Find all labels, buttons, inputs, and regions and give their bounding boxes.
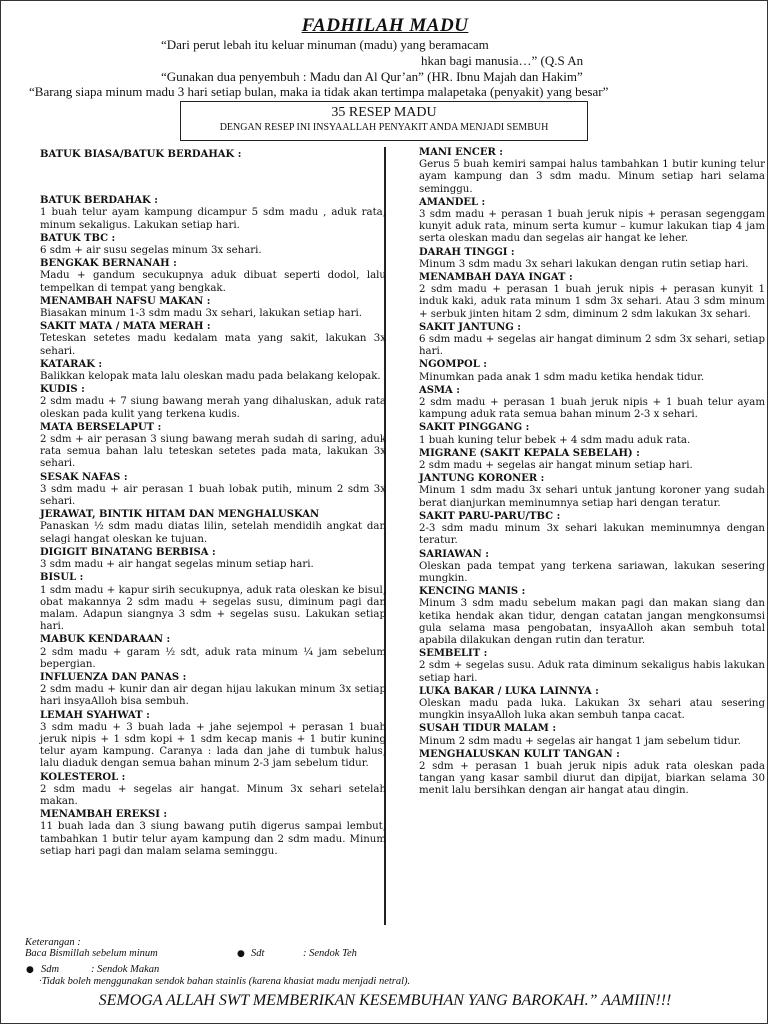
- recipe-entry: [419, 147, 765, 196]
- recipe-body: 2 sdm + segelas susu. Aduk rata diminum sekaligus habis lakukan setiap hari.: [419, 660, 765, 684]
- recipe-heading: BENGKAK BERNANAH :: [40, 258, 177, 270]
- recipe-entry: [419, 648, 765, 685]
- recipe-body: 2 sdm + perasan 1 buah jeruk nipis aduk rata oleskan pada tangan yang kasar sambil diurut dan dipijat, biarkan selama 30 menit lalu bersihkan dengan air hangat atau dingin.: [419, 760, 765, 797]
- recipe-header-box: [180, 101, 588, 141]
- recipe-entry: [40, 321, 386, 358]
- recipe-body: Oleskan madu pada luka. Lakukan 3x sehari atau sesering mungkin insyaAlloh luka akan sembuh tanpa cacat.: [419, 697, 765, 722]
- recipe-entry: [40, 634, 386, 671]
- recipe-body: Biasakan minum 1-3 sdm madu 3x sehari, lakukan setiap hari.: [40, 308, 362, 320]
- recipe-heading: SESAK NAFAS :: [40, 471, 128, 483]
- recipe-heading: LEMAH SYAHWAT :: [40, 709, 150, 721]
- recipe-heading: SUSAH TIDUR MALAM :: [419, 723, 557, 735]
- recipe-header-subtitle: DENGAN RESEP INI INSYAALLAH PENYAKIT ANDA MENJADI SEMBUH: [219, 122, 549, 133]
- recipe-heading: MENGHALUSKAN KULIT TANGAN :: [419, 748, 620, 760]
- recipe-body: 2 sdm madu + garam ½ sdt, aduk rata minum ¼ jam sebelum bepergian.: [40, 646, 386, 670]
- recipe-heading: AMANDEL :: [419, 196, 486, 208]
- recipe-entry: [419, 197, 765, 246]
- recipe-heading: BISUL :: [40, 572, 84, 584]
- recipe-entry: [40, 422, 386, 471]
- right-column: [419, 147, 765, 799]
- recipe-entry: [40, 149, 386, 161]
- recipe-heading: LUKA BAKAR / LUKA LAINNYA :: [419, 685, 599, 697]
- recipe-header-title: 35 RESEP MADU: [331, 105, 437, 120]
- recipe-body: 3 sdm madu + air perasan 1 buah lobak putih, minum 2 sdm 3x sehari.: [40, 483, 386, 508]
- recipe-entry: [40, 672, 386, 709]
- recipe-body: 2 sdm + air perasan 3 siung bawang merah sudah di saring, aduk rata semua bahan lalu teteskan setetes pada mata, lakukan 3x sehari.: [40, 434, 386, 470]
- recipe-entry: [419, 586, 765, 647]
- note-stainless: ·Tidak boleh menggunakan sendok bahan stainlis (karena khasiat madu menjadi netral).: [39, 976, 411, 987]
- recipe-body: 2 sdm madu + segelas air hangat. Minum 3x sehari setelah makan.: [40, 783, 386, 807]
- note-sdm-key: Sdm: [41, 964, 60, 975]
- left-column: [40, 149, 386, 859]
- recipe-entry: [40, 258, 386, 295]
- recipe-entry: [419, 473, 765, 510]
- recipe-heading: MIGRANE (SAKIT KEPALA SEBELAH) :: [419, 447, 640, 459]
- recipe-heading: INFLUENZA DAN PANAS :: [40, 671, 187, 683]
- recipe-entry: [40, 809, 386, 858]
- quote-2: “Gunakan dua penyembuh : Madu dan Al Qur’an” (HR. Ibnu Majah dan Hakim”: [161, 69, 583, 84]
- recipe-entry: [40, 547, 386, 571]
- recipe-body: 3 sdm madu + perasan 1 buah jeruk nipis + perasan segenggam kunyit aduk rata, minum serta kumur – kumur lakukan tiap 4 jam serta oleskan madu dan segelas air hangat ke leher.: [419, 209, 765, 245]
- page-title: FADHILAH MADU: [301, 15, 469, 36]
- recipe-entry: [40, 472, 386, 509]
- note-sdm-value: : Sendok Makan: [91, 964, 160, 975]
- recipe-body: Madu + gandum secukupnya aduk dibuat seperti dodol, lalu tempelkan di tempat yang bengkak.: [40, 270, 386, 294]
- recipe-body: 3 sdm madu + air hangat segelas minum setiap hari.: [40, 559, 314, 571]
- recipe-body: Gerus 5 buah kemiri sampai halus tambahkan 1 butir kuning telur ayam kampung dan 3 sdm madu. Minum setiap hari selama seminggu.: [419, 159, 765, 195]
- recipe-heading: KUDIS :: [40, 384, 85, 396]
- recipe-body: Minum 2 sdm madu + segelas air hangat 1 jam sebelum tidur.: [419, 735, 741, 747]
- recipe-heading: JANTUNG KORONER :: [419, 473, 545, 485]
- recipe-entry: [419, 723, 765, 747]
- recipe-body: 2 sdm madu + perasan 1 buah jeruk nipis + perasan kunyit 1 induk kaki, aduk rata minum 1 sdm 3x sehari. Atau 3 sdm minum + serbuk jinten hitam 2 sdm, diminum 2 sdm lakukan 3x sehari.: [419, 284, 765, 320]
- recipe-body: Minum 3 sdm madu 3x sehari lakukan dengan rutin setiap hari.: [419, 258, 749, 270]
- recipe-entry: [40, 233, 386, 257]
- quote-3: “Barang siapa minum madu 3 hari setiap bulan, maka ia tidak akan tertimpa malapetaka (penyakit) yang besar”: [29, 84, 609, 99]
- recipe-heading: BATUK TBC :: [40, 232, 116, 244]
- recipe-heading: SARIAWAN :: [419, 548, 489, 560]
- recipe-body: Minumkan pada anak 1 sdm madu ketika hendak tidur.: [419, 371, 705, 383]
- recipe-heading: ASMA :: [419, 384, 460, 396]
- recipe-body: Oleskan pada tempat yang terkena sariawan, lakukan sesering mungkin.: [419, 560, 765, 584]
- recipe-heading: BATUK BIASA/BATUK BERDAHAK :: [40, 149, 242, 160]
- recipe-heading: MENAMBAH NAFSU MAKAN :: [40, 295, 211, 307]
- closing-prayer: SEMOGA ALLAH SWT MEMBERIKAN KESEMBUHAN YANG BAROKAH.” AAMIIN!!!: [98, 992, 672, 1009]
- recipe-entry: [419, 247, 765, 271]
- recipe-body: 2 sdm madu + kunir dan air degan hijau lakukan minum 3x setiap hari insyaAlloh bisa sembuh.: [40, 684, 386, 708]
- recipe-body: Minum 1 sdm madu 3x sehari untuk jantung koroner yang sudah berat dianjurkan meminumnya setiap hari dengan teratur.: [419, 485, 765, 509]
- recipe-body: 2-3 sdm madu minum 3x sehari lakukan meminumnya dengan teratur.: [419, 523, 765, 547]
- notes-label: Keterangan :: [25, 937, 81, 948]
- recipe-body: Teteskan setetes madu kedalam mata yang sakit, lakukan 3x sehari.: [40, 333, 386, 357]
- recipe-entry: [419, 422, 765, 446]
- recipe-body: 2 sdm madu + 7 siung bawang merah yang dihaluskan, aduk rata oleskan pada kulit yang terkena kudis.: [40, 396, 386, 420]
- bullet-icon: ●: [237, 949, 245, 959]
- recipe-body: 1 sdm madu + kapur sirih secukupnya, aduk rata oleskan ke bisul, obat makannya 2 sdm madu + segelas susu, diminum pagi dan malam. Adapun siangnya 3 sdm + segelas susu. Lakukan setiap hari.: [40, 584, 386, 633]
- recipe-entry: [40, 509, 386, 546]
- recipe-entry: [419, 272, 765, 321]
- recipe-heading: DIGIGIT BINATANG BERBISA :: [40, 546, 216, 558]
- recipe-body: Balikkan kelopak mata lalu oleskan madu pada belakang kelopak.: [40, 371, 381, 383]
- recipe-heading: MANI ENCER :: [419, 147, 503, 158]
- recipe-body: 1 buah kuning telur bebek + 4 sdm madu aduk rata.: [419, 434, 691, 446]
- recipe-entry: [40, 384, 386, 421]
- recipe-entry: [419, 385, 765, 422]
- recipe-heading: SEMBELIT :: [419, 648, 488, 660]
- recipe-heading: KOLESTEROL :: [40, 771, 126, 783]
- recipe-heading: KATARAK :: [40, 358, 103, 370]
- recipe-body: 2 sdm madu + perasan 1 buah jeruk nipis + 1 buah telur ayam kampung aduk rata semua bahan minum 2-3 x sehari.: [419, 397, 765, 421]
- note-bismillah: Baca Bismillah sebelum minum: [25, 948, 158, 959]
- quote-1-line-1: “Dari perut lebah itu keluar minuman (madu) yang beramacam: [161, 37, 489, 52]
- recipe-heading: SAKIT PARU-PARU/TBC :: [419, 510, 561, 522]
- recipe-heading: MENAMBAH DAYA INGAT :: [419, 272, 573, 284]
- recipe-body: 2 sdm madu + segelas air hangat minum setiap hari.: [419, 460, 693, 472]
- recipe-entry: [419, 749, 765, 798]
- quote-1-line-2: hkan bagi manusia…” (Q.S An: [421, 53, 584, 68]
- recipe-body: Minum 3 sdm madu sebelum makan pagi dan makan siang dan ketika hendak akan tidur, dengan catatan jangan mengkonsumsi gula selama masa pengobatan, insyaAlloh akan sembuh total apabila dilakukan dengan rutin dan teratur.: [419, 598, 765, 646]
- recipe-entry: [419, 322, 765, 359]
- note-sdt-value: : Sendok Teh: [303, 948, 357, 959]
- recipe-heading: KENCING MANIS :: [419, 586, 526, 598]
- recipe-entry: [419, 549, 765, 586]
- recipe-entry: [40, 296, 386, 320]
- bullet-icon: ●: [26, 965, 34, 975]
- recipe-entry: [419, 686, 765, 723]
- recipe-heading: JERAWAT, BINTIK HITAM DAN MENGHALUSKAN: [40, 509, 320, 521]
- recipe-heading: MABUK KENDARAAN :: [40, 634, 171, 646]
- recipe-body: 1 buah telur ayam kampung dicampur 5 sdm madu , aduk rata, minum sekaligus. Lakukan setiap hari.: [40, 207, 386, 231]
- recipe-entry: [40, 359, 386, 383]
- recipe-body: 3 sdm madu + 3 buah lada + jahe sejempol + perasan 1 buah jeruk nipis + 1 sdm kopi + 1 sdm kecap manis + 1 butir kuning telur ayam kampung. Caranya : lada dan jahe di tumbuk halus, lalu diaduk dengan semua bahan minum 2-3 jam sebelum tidur.: [40, 721, 386, 770]
- recipe-entry: [419, 448, 765, 472]
- recipe-heading: SAKIT MATA / MATA MERAH :: [40, 321, 211, 333]
- recipe-entry: [40, 572, 386, 633]
- recipe-heading: MENAMBAH EREKSI :: [40, 809, 168, 821]
- recipe-heading: MATA BERSELAPUT :: [40, 421, 162, 433]
- recipe-heading: DARAH TINGGI :: [419, 246, 515, 258]
- recipe-heading: SAKIT JANTUNG :: [419, 321, 521, 333]
- recipe-body: 6 sdm madu + segelas air hangat diminum 2 sdm 3x sehari, setiap hari.: [419, 334, 765, 358]
- recipe-heading: NGOMPOL :: [419, 359, 487, 371]
- recipe-entry: [419, 359, 765, 383]
- recipe-body: 11 buah lada dan 3 siung bawang putih digerus sampai lembut, tambahkan 1 butir telur ayam kampung dan 2 sdm madu. Minum setiap hari pagi dan malam selama seminggu.: [40, 821, 386, 857]
- recipe-entry: [419, 511, 765, 548]
- recipe-body: 6 sdm + air susu segelas minum 3x sehari.: [40, 245, 262, 257]
- note-sdt-key: Sdt: [251, 948, 265, 959]
- recipe-body: Panaskan ½ sdm madu diatas lilin, setelah mendidih angkat dan selagi hangat oleskan ke tujuan.: [40, 521, 386, 545]
- recipe-heading: SAKIT PINGGANG :: [419, 422, 530, 434]
- recipe-entry: [40, 195, 386, 232]
- recipe-heading: BATUK BERDAHAK :: [40, 195, 158, 207]
- recipe-entry: [40, 710, 386, 771]
- recipe-entry: [40, 772, 386, 809]
